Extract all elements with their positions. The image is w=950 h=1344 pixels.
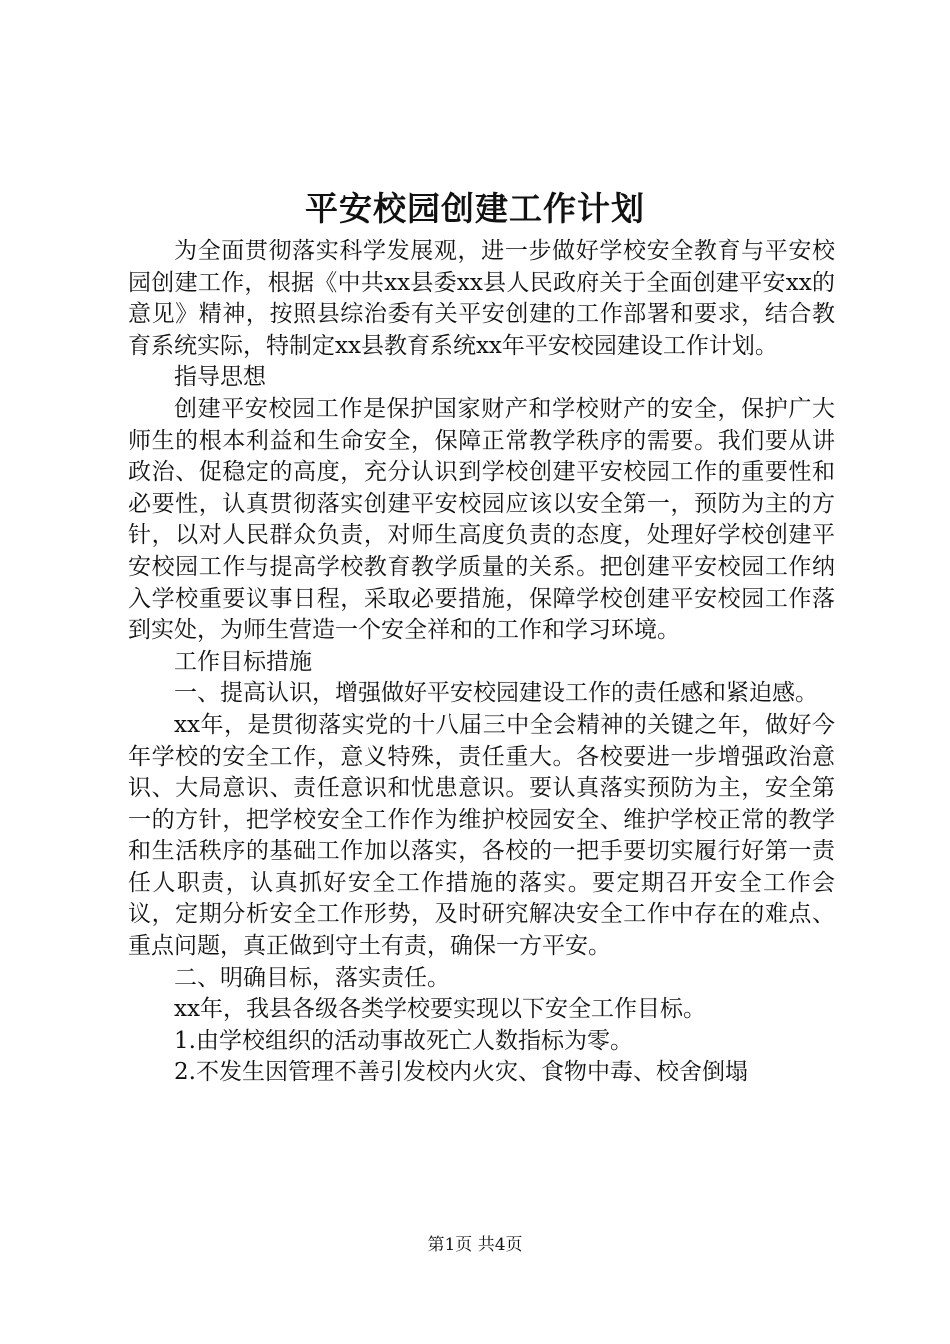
- document-title: 平安校园创建工作计划: [305, 189, 645, 228]
- section-heading-goals-measures: 工作目标措施: [174, 648, 312, 675]
- intro-paragraph: 为全面贯彻落实科学发展观，进一步做好学校安全教育与平安校园创建工作，根据《中共xx县委xx县人民政府关于全面创建平安xx的意见》精神，按照县综治委有关平安创建的工作部署和要求，结合教育系统实际，特制定xx县教育系统xx年平安校园建设工作计划。: [128, 238, 835, 359]
- section-heading-guiding-thought: 指导思想: [174, 364, 266, 391]
- guiding-thought-paragraph: 创建平安校园工作是保护国家财产和学校财产的安全，保护广大师生的根本利益和生命安全，保障正常教学秩序的需要。我们要从讲政治、促稳定的高度，充分认识到学校创建平安校园工作的重要性和必要性，认真贯彻落实创建平安校园应该以安全第一，预防为主的方针，以对人民群众负责，对师生高度负责的态度，处理好学校创建平安校园工作与提高学校教育教学质量的关系。把创建平安校园工作纳入学校重要议事日程，采取必要措施，保障学校创建平安校园工作落到实处，为师生营造一个安全祥和的工作和学习环境。: [128, 395, 835, 644]
- subheading-raise-awareness: 一、提高认识，增强做好平安校园建设工作的责任感和紧迫感。: [174, 680, 818, 707]
- page-footer: 第1页 共4页: [427, 1235, 523, 1255]
- goals-intro-paragraph: xx年，我县各级各类学校要实现以下安全工作目标。: [174, 996, 706, 1023]
- document-body: [128, 236, 835, 1089]
- goal-item-2: 2.不发生因管理不善引发校内火灾、食物中毒、校舍倒塌: [174, 1059, 748, 1086]
- subheading-clarify-goals: 二、明确目标，落实责任。: [174, 964, 450, 991]
- raise-awareness-paragraph: xx年，是贯彻落实党的十八届三中全会精神的关键之年，做好今年学校的安全工作，意义特殊，责任重大。各校要进一步增强政治意识、大局意识、责任意识和忧患意识。要认真落实预防为主，安全第一的方针，把学校安全工作作为维护校园安全、维护学校正常的教学和生活秩序的基础工作加以落实，各校的一把手要切实履行好第一责任人职责，认真抓好安全工作措施的落实。要定期召开安全工作会议，定期分析安全工作形势，及时研究解决安全工作中存在的难点、重点问题，真正做到守土有责，确保一方平安。: [128, 711, 835, 960]
- goal-item-1: 1.由学校组织的活动事故死亡人数指标为零。: [174, 1027, 633, 1054]
